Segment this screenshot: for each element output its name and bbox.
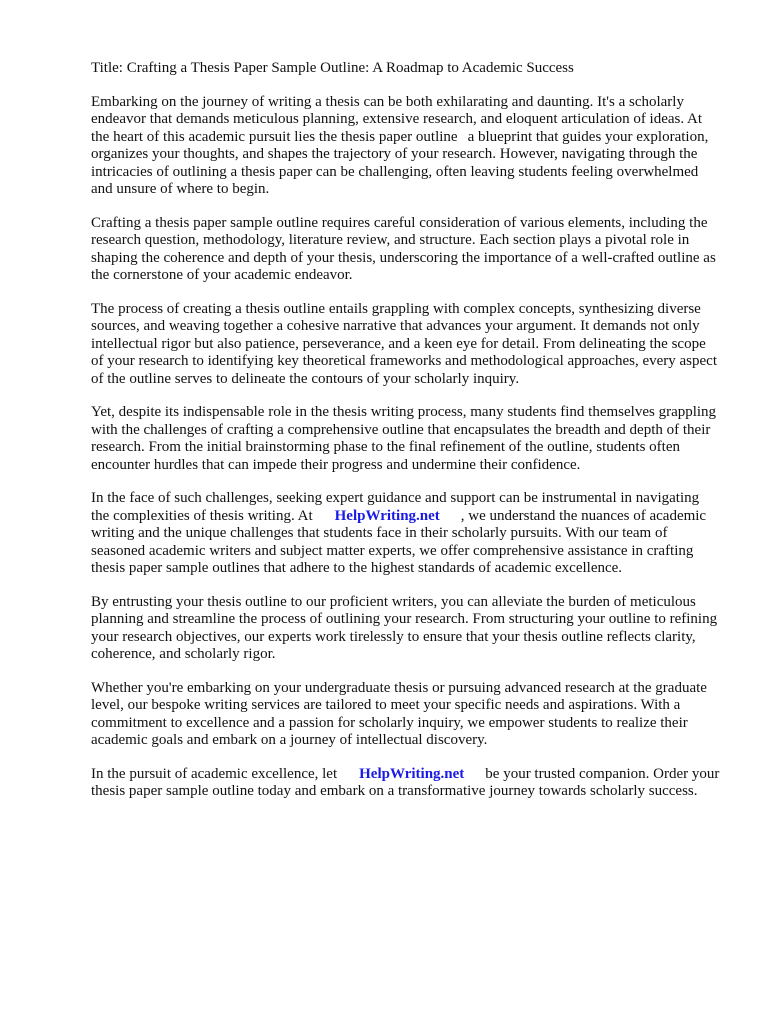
paragraph-2: Crafting a thesis paper sample outline requires careful consideration of various elements, including the research question, methodology, literature review, and structure. Each section plays a pivotal role in shaping the coherence and depth of your thesis, underscoring the importance of a well-crafted outline as the cornerstone of your academic endeavor. [91,214,716,283]
paragraph-6: By entrusting your thesis outline to our proficient writers, you can alleviate the burden of meticulous planning and streamline the process of outlining your research. From structuring your outline to refining your research objectives, our experts work tirelessly to ensure that your thesis outline reflects clarity, coherence, and scholarly rigor. [91,593,718,662]
paragraph-7: Whether you're embarking on your undergraduate thesis or pursuing advanced research at the graduate level, our bespoke writing services are tailored to meet your specific needs and aspirations. With a commitment to excellence and a passion for scholarly inquiry, we empower students to realize their academic goals and embark on a journey of intellectual discovery. [91,679,707,748]
paragraph-8-part-b: be your trusted companion. Order your thesis paper sample outline today and embark on a transformative journey towards scholarly success. [91,765,720,799]
paragraph-1-part-b: a blueprint that guides your exploration, organizes your thoughts, and shapes the trajectory of your research. However, navigating through the intricacies of outlining a thesis paper can be challenging, often leaving students feeling overwhelmed and unsure of where to begin. [91,128,709,197]
paragraph-1 [91,94,721,199]
paragraph-3: The process of creating a thesis outline entails grappling with complex concepts, synthesizing diverse sources, and weaving together a cohesive narrative that advances your argument. It demands not only intellectual rigor but also patience, perseverance, and a keen eye for detail. From delineating the scope of your research to identifying key theoretical frameworks and methodological approaches, every aspect of the outline serves to delineate the contours of your scholarly inquiry. [91,300,718,387]
helpwriting-link-closing[interactable]: HelpWriting.net [359,765,465,782]
document-title: Title: Crafting a Thesis Paper Sample Outline: A Roadmap to Academic Success [91,60,574,76]
paragraph-8-part-a: In the pursuit of academic excellence, let [91,765,338,782]
paragraph-5 [91,490,721,578]
helpwriting-link[interactable]: HelpWriting.net [334,507,440,524]
paragraph-5-part-a: In the face of such challenges, seeking expert guidance and support can be instrumental in navigating the complexities of thesis writing. At [91,490,700,524]
paragraph-4: Yet, despite its indispensable role in the thesis writing process, many students find themselves grappling with the challenges of crafting a comprehensive outline that encapsulates the breadth and depth of their research. From the initial brainstorming phase to the final refinement of the outline, students often encounter hurdles that can impede their progress and undermine their confidence. [91,404,717,473]
paragraph-1-part-a: Embarking on the journey of writing a thesis can be both exhilarating and daunting. It's a scholarly endeavor that demands meticulous planning, extensive research, and eloquent articulation of ideas. At the heart of this academic pursuit lies the thesis paper outline [91,93,703,145]
document-page [91,60,721,817]
paragraph-5-part-b: , we understand the nuances of academic writing and the unique challenges that students face in their scholarly pursuits. With our team of seasoned academic writers and subject matter experts, we offer comprehensive assistance in crafting thesis paper sample outlines that adhere to the highest standards of academic excellence. [91,507,707,576]
paragraph-8 [91,766,721,801]
